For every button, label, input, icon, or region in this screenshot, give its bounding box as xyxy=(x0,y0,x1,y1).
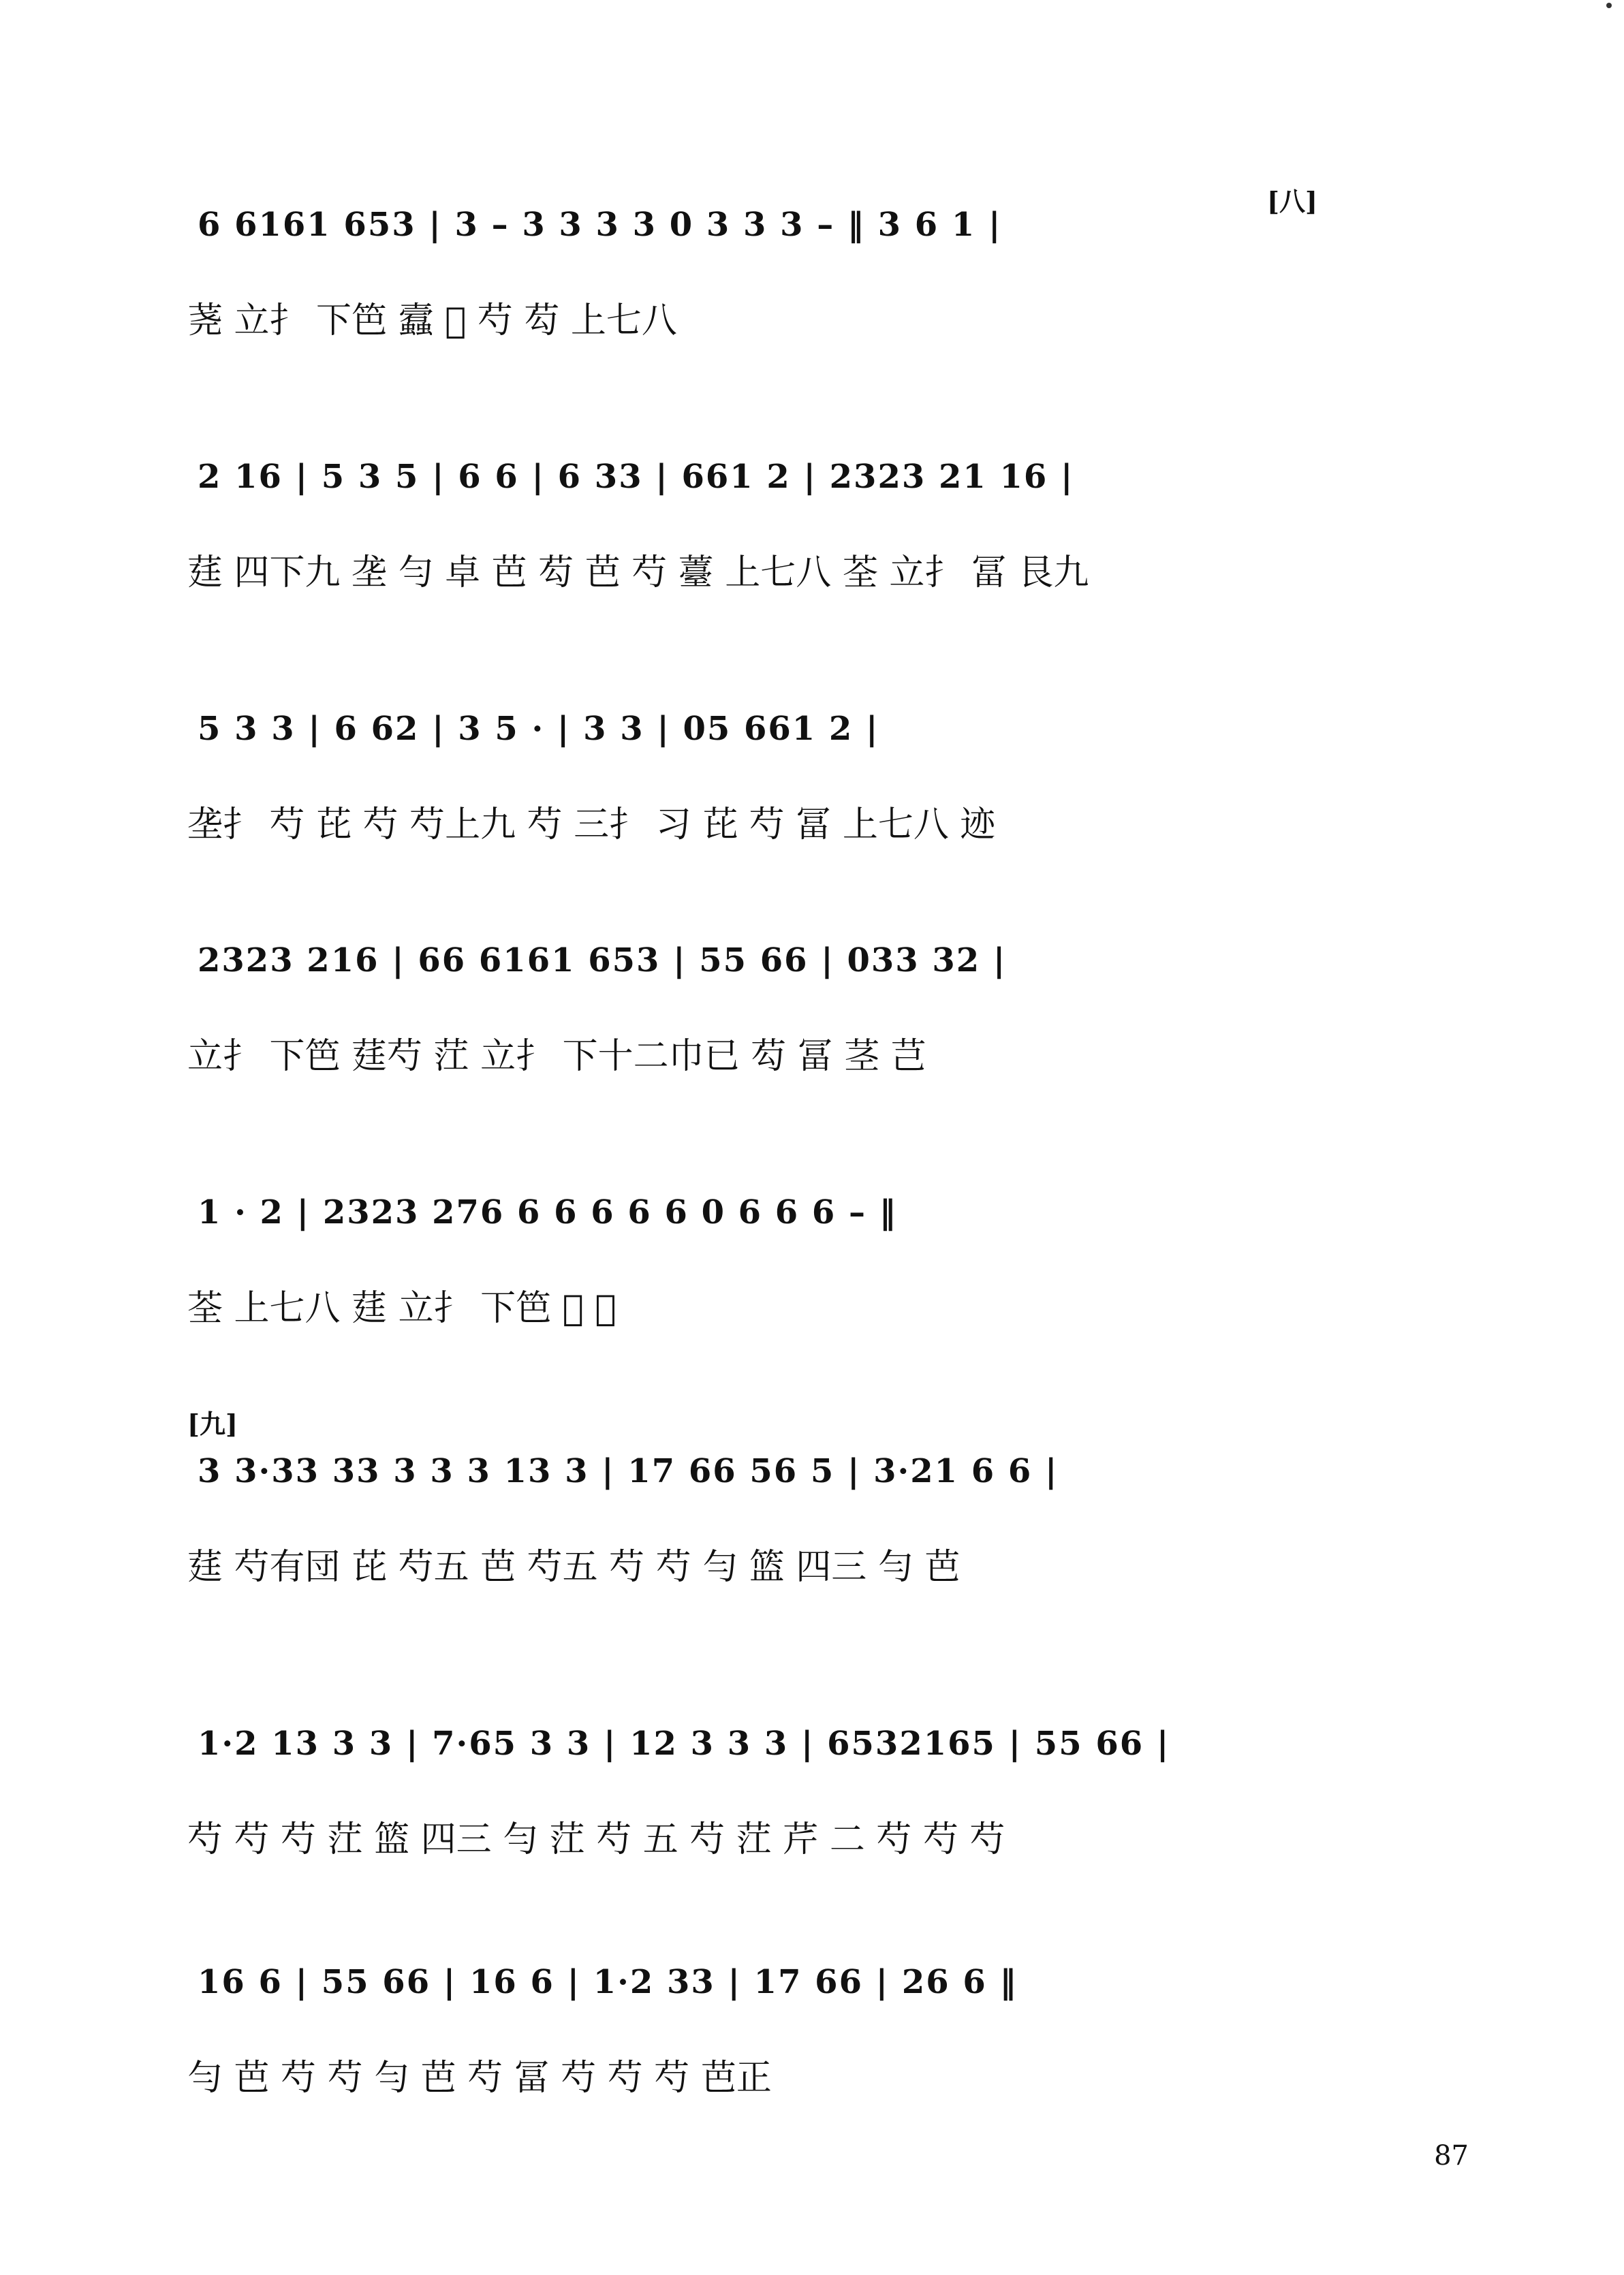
tablature-line: 莛 四下九 垄 勻 卓 芭 芶 芭 芍 薹 上七八 荃 立扌 冨 艮九 xyxy=(187,552,1089,593)
staff-row xyxy=(0,504,1624,845)
staff-row xyxy=(0,736,1624,1077)
notation-line: 1 · 2 | 2323 276 6 6 6 6 6 0 6 6 6 – ‖ xyxy=(198,1193,897,1231)
tablature-line: 荛 立扌 下笆 蠧 𦝂 芍 芶 上七八 xyxy=(187,300,677,341)
notation-line: 3 3·33 33 3 3 3 13 3 | 17 66 56 5 | 3·21 6 6 | xyxy=(198,1452,1059,1490)
staff-row xyxy=(0,252,1624,593)
notation-line: 2 16 | 5 3 5 | 6 6 | 6 33 | 661 2 | 2323 21 16 | xyxy=(198,458,1074,496)
notation-line: 16 6 | 55 66 | 16 6 | 1·2 33 | 17 66 | 26 6 ‖ xyxy=(198,1963,1018,2001)
tablature-line: 垄扌 芍 芘 芍 芍上九 芍 三扌 习 芘 芍 冨 上七八 迹 xyxy=(187,804,996,845)
notation-line: 5 3 3 | 6 62 | 3 5 · | 3 3 | 05 661 2 | xyxy=(198,710,879,748)
notation-line: 2323 216 | 66 6161 653 | 55 66 | 033 32 | xyxy=(198,941,1007,979)
scan-mark xyxy=(1606,3,1612,8)
staff-row xyxy=(0,1757,1624,2099)
staff-row xyxy=(0,0,1624,341)
tablature-line: 芍 芍 芍 茳 篮 四三 勻 茳 芍 五 芍 茳 芹 二 芍 芍 芍 xyxy=(187,1819,1005,1860)
notation-line: 1·2 13 3 3 | 7·65 3 3 | 12 3 3 3 | 6532165 | 55 66 | xyxy=(198,1725,1170,1763)
tablature-line: 勻 芭 芍 芍 勻 芭 芍 冨 芍 芍 芍 芭正 xyxy=(187,2057,772,2099)
staff-row xyxy=(0,1246,1624,1588)
tablature-line: 荃 上七八 莛 立扌 下笆 𦝂 𦝂 xyxy=(187,1287,616,1329)
staff-row xyxy=(0,1519,1624,1860)
section-marker: [八] xyxy=(1267,186,1317,217)
page-number: 87 xyxy=(1434,2140,1469,2171)
staff-row xyxy=(0,988,1624,1329)
tablature-line: 立扌 下笆 莛芍 茳 立扌 下十二巾已 芶 冨 茎 芑 xyxy=(187,1035,926,1077)
tablature-line: 莛 芍有団 芘 芍五 芭 芍五 芍 芍 勻 篮 四三 勻 芭 xyxy=(187,1546,961,1588)
section-marker: [九] xyxy=(187,1409,238,1439)
notation-line: 6 6161 653 | 3 – 3 3 3 3 0 3 3 3 – ‖ 3 6 1 | xyxy=(198,206,1002,244)
